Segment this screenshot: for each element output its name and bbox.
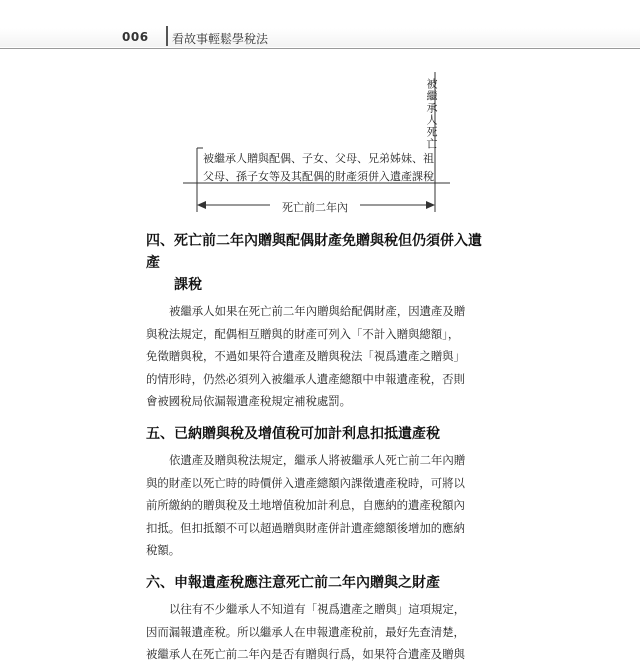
paragraph-line: 稅額。 <box>146 543 181 558</box>
section-6 <box>146 572 492 666</box>
paragraph-line: 依遺產及贈與稅法規定，繼承人將被繼承人死亡前二年內贈 <box>169 452 466 467</box>
paragraph-line: 免徵贈與稅，不過如果符合遺產及贈與稅法「視爲遺產之贈與」 <box>146 349 465 364</box>
paragraph-line: 被繼承人在死亡前二年內是否有贈與行爲，如果符合遺產及贈與 <box>146 647 465 662</box>
section-heading <box>146 230 492 296</box>
paragraph-line: 以往有不少繼承人不知道有「視爲遺產之贈與」這項規定， <box>169 601 466 616</box>
timeline-lines <box>0 0 640 230</box>
gift-scope-text <box>203 150 435 186</box>
paragraph-line: 與稅法規定，配偶相互贈與的財產可列入「不計入贈與總額」， <box>146 326 460 341</box>
heading-line: 六、申報遺產稅應注意死亡前二年內贈與之財產 <box>146 574 440 591</box>
paragraph-line: 因而漏報遺產稅。所以繼承人在申報遺產稅前，最好先查清楚， <box>146 624 465 639</box>
paragraph-line: 的情形時，仍然必須列入被繼承人遺產總額中申報遺產稅，否則 <box>146 371 465 386</box>
heading-line: 五、已納贈與稅及增值稅可加計利息扣抵遺產稅 <box>146 425 440 442</box>
gift-scope-line: 被繼承人贈與配偶、子女、父母、兄弟姊妹、祖 <box>203 152 434 165</box>
section-4 <box>146 230 492 413</box>
book-title: 看故事輕鬆學稅法 <box>172 32 269 46</box>
paragraph-line: 前所繳納的贈與稅及土地增值稅加計利息，自應納的遺產稅額內 <box>146 498 465 513</box>
paragraph-line: 會被國稅局依漏報遺產稅規定補稅處罰。 <box>146 394 352 409</box>
gift-scope-line: 父母、孫子女等及其配偶的財產須併入遺產課稅 <box>203 170 434 183</box>
paragraph-line: 扣抵。但扣抵額不可以超過贈與財產併計遺產總額後增加的應納 <box>146 520 465 535</box>
section-heading <box>146 572 492 594</box>
section-heading <box>146 423 492 445</box>
page-body <box>146 230 492 666</box>
death-label: 被繼承人死亡 <box>425 78 438 150</box>
timeline-diagram <box>0 0 640 230</box>
section-paragraph <box>146 598 492 666</box>
section-paragraph <box>146 300 492 413</box>
section-paragraph <box>146 449 492 562</box>
period-arrow-left <box>197 201 206 209</box>
period-label: 死亡前二年內 <box>270 199 360 215</box>
heading-line: 四、死亡前二年內贈與配偶財產免贈與稅但仍須併入遺產 <box>146 233 482 271</box>
paragraph-line: 被繼承人如果在死亡前二年內贈與給配偶財產，因遺產及贈 <box>169 304 466 318</box>
heading-line: 課稅 <box>174 277 202 293</box>
page-number: 006 <box>122 30 149 44</box>
paragraph-line: 與的財產以死亡時的時價併入遺產總額內課徵遺產稅時，可將以 <box>146 475 465 490</box>
period-arrow-right <box>426 201 435 209</box>
section-5 <box>146 423 492 562</box>
